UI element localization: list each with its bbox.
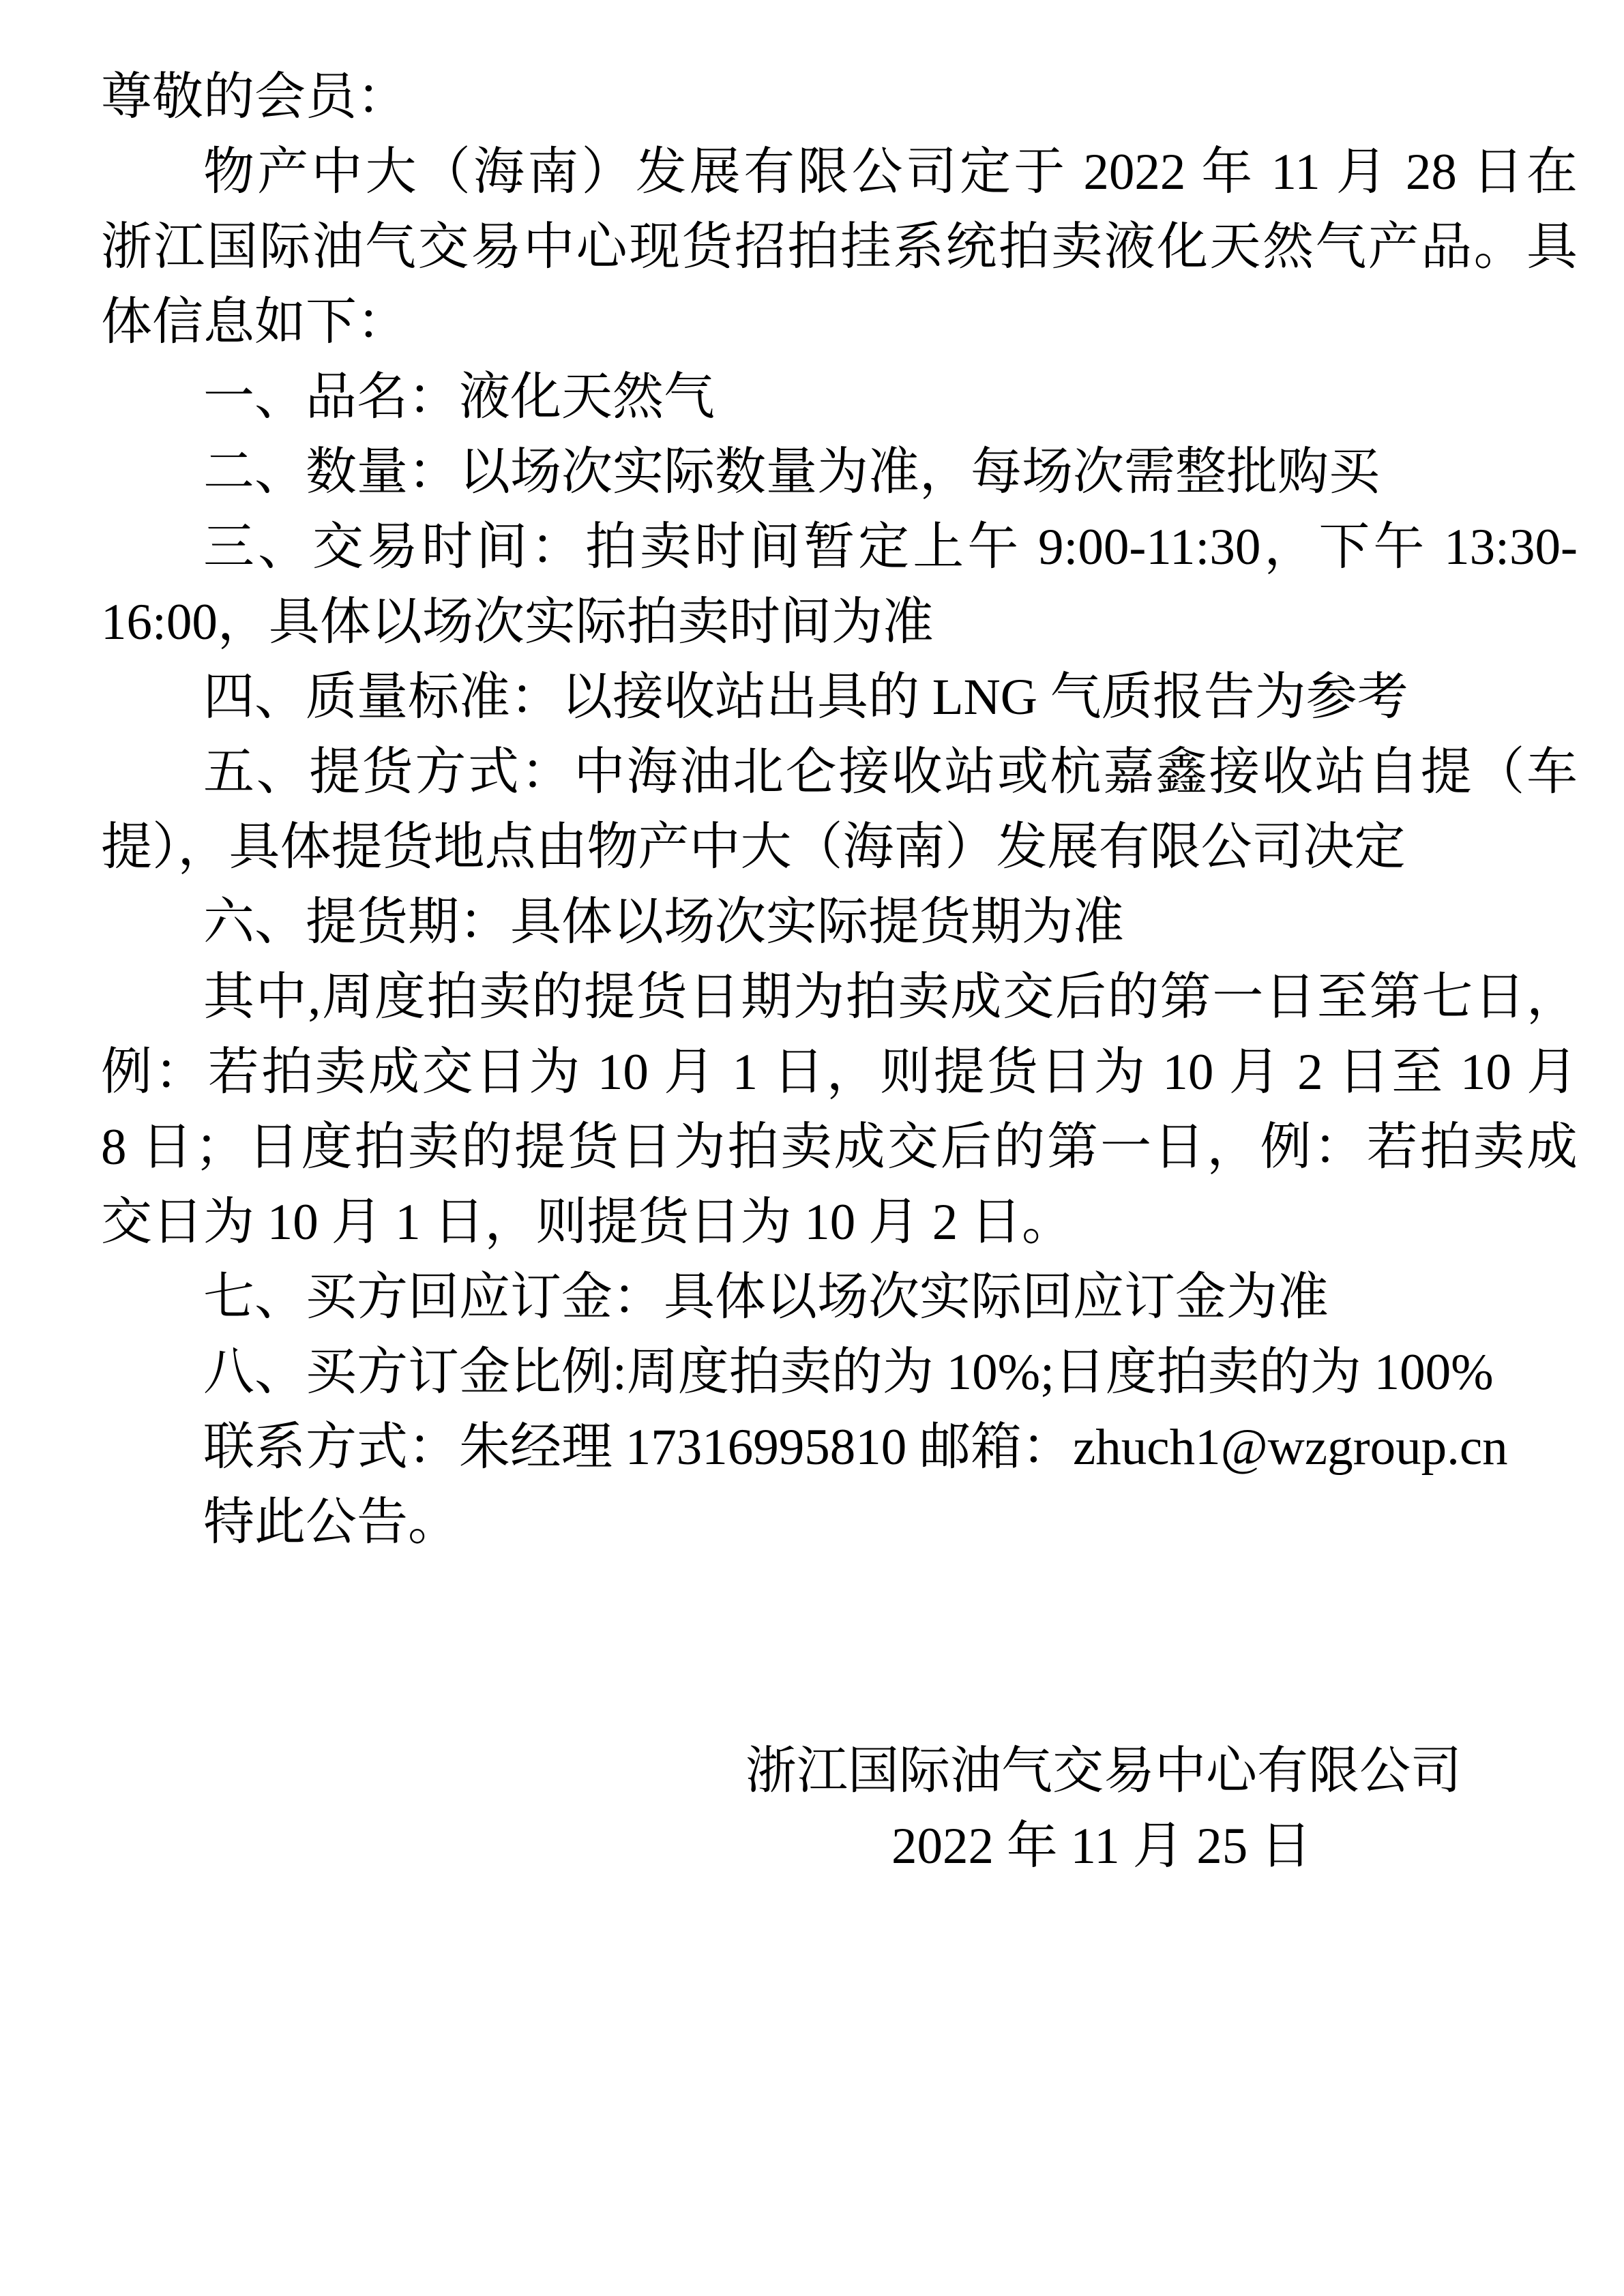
doc-line-item-8: 八、买方订金比例:周度拍卖的为 10%;日度拍卖的为 100% [203,1344,1494,1401]
salutation-line: 尊敬的会员： [101,69,409,125]
date-line: 2022 年 11 月 25 日 [891,1818,1312,1875]
doc-line: 8 日；日度拍卖的提货日为拍卖成交后的第一日，例：若拍卖成 [101,1119,1578,1176]
doc-line-item-4: 四、质量标准：以接收站出具的 LNG 气质报告为参考 [203,669,1408,726]
doc-line-item-3: 三、交易时间：拍卖时间暂定上午 9:00-11:30，下午 13:30- [203,519,1578,576]
doc-line: 浙江国际油气交易中心现货招拍挂系统拍卖液化天然气产品。具 [101,219,1578,275]
signature-line: 浙江国际油气交易中心有限公司 [745,1743,1462,1800]
closing-line: 特此公告。 [203,1494,460,1551]
doc-line: 例：若拍卖成交日为 10 月 1 日，则提货日为 10 月 2 日至 10 月 [101,1044,1578,1101]
contact-line: 联系方式：朱经理 17316995810 邮箱：zhuch1@wzgroup.cn [203,1419,1508,1476]
doc-line-item-1: 一、品名：液化天然气 [203,369,715,426]
doc-line-item-5: 五、提货方式：中海油北仑接收站或杭嘉鑫接收站自提（车 [203,744,1578,801]
doc-line: 16:00，具体以场次实际拍卖时间为准 [101,594,934,651]
doc-line: 交日为 10 月 1 日，则提货日为 10 月 2 日。 [101,1194,1074,1251]
doc-line: 物产中大（海南）发展有限公司定于 2022 年 11 月 28 日在 [203,144,1578,200]
doc-line: 体信息如下： [101,294,409,351]
doc-line-item-2: 二、数量：以场次实际数量为准，每场次需整批购买 [203,444,1381,501]
doc-line: 其中,周度拍卖的提货日期为拍卖成交后的第一日至第七日， [203,969,1578,1026]
doc-line-item-7: 七、买方回应订金：具体以场次实际回应订金为准 [203,1269,1329,1326]
doc-line: 提），具体提货地点由物产中大（海南）发展有限公司决定 [101,819,1406,876]
doc-line-item-6: 六、提货期：具体以场次实际提货期为准 [203,894,1125,951]
